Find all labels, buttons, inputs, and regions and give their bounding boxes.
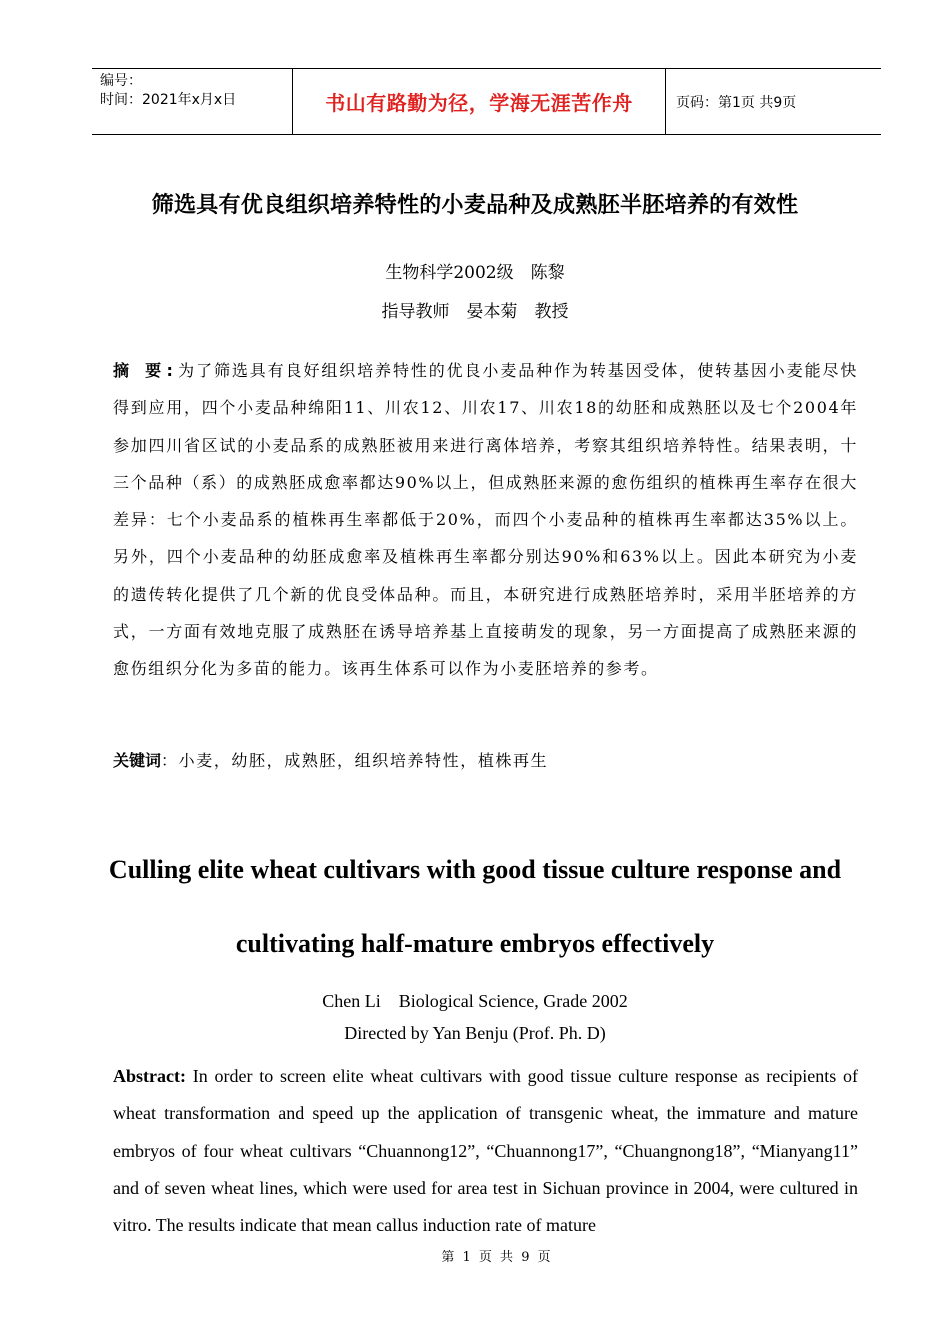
- en-title-line1: Culling elite wheat cultivars with good tissue culture response and: [108, 855, 842, 884]
- cn-advisor-line: 指导教师 晏本菊 教授: [381, 302, 569, 322]
- en-advisor-line: Directed by Yan Benju (Prof. Ph. D): [344, 1023, 606, 1043]
- en-abstract-label: Abstract:: [113, 1066, 186, 1086]
- cn-abstract: [113, 352, 858, 688]
- header-meta: [92, 69, 292, 134]
- cn-keywords: [113, 746, 858, 776]
- en-title-line2: cultivating half-mature embryos effectively: [235, 929, 715, 958]
- en-abstract-text: In order to screen elite wheat cultivars with good tissue culture response as recipients of wheat transformation and speed up the application of transgenic wheat, the immature and mature embryos of four wheat cultivars “Chuannong12”, “Chuannong17”, “Chuangnong18”, “Mianyang11” and of seven wheat lines, which were used for area test in Sichuan province in 2004, were cultured in vitro. The results indicate that mean callus induction rate of mature: [113, 1066, 858, 1236]
- en-abstract: [113, 1058, 858, 1244]
- cn-abstract-label: 摘 要:: [113, 361, 178, 380]
- serial-label: 编号：: [100, 73, 142, 89]
- time-label: 时间：2021年x月x日: [100, 92, 237, 108]
- header-table: [92, 68, 881, 135]
- cn-abstract-text: 为了筛选具有良好组织培养特性的优良小麦品种作为转基因受体，使转基因小麦能尽快得到应用，四个小麦品种绵阳11、川农12、川农17、川农18的幼胚和成熟胚以及七个2004年参加四川省区试的小麦品系的成熟胚被用来进行离体培养，考察其组织培养特性。结果表明，十三个品种（系）的成熟胚成愈率都达90%以上，但成熟胚来源的愈伤组织的植株再生率存在很大差异：七个小麦品系的植株再生率都低于20%，而四个小麦品种的植株再生率都达35%以上。另外，四个小麦品种的幼胚成愈率及植株再生率都分别达90%和63%以上。因此本研究为小麦的遗传转化提供了几个新的优良受体品种。而且，本研究进行成熟胚培养时，采用半胚培养的方式，一方面有效地克服了成熟胚在诱导培养基上直接萌发的现象，另一方面提高了成熟胚来源的愈伤组织分化为多苗的能力。该再生体系可以作为小麦胚培养的参考。: [113, 361, 858, 679]
- en-author-line: Chen Li Biological Science, Grade 2002: [322, 991, 628, 1011]
- header-motto: 书山有路勤为径，学海无涯苦作舟: [292, 69, 666, 134]
- page-footer: 第 1 页 共 9 页: [441, 1250, 553, 1265]
- cn-keywords-text: ：小麦，幼胚，成熟胚，组织培养特性，植株再生: [161, 751, 549, 770]
- header-page-info: 页码：第1页 共9页: [676, 94, 797, 111]
- cn-title: 筛选具有优良组织培养特性的小麦品种及成熟胚半胚培养的有效性: [151, 193, 799, 218]
- cn-keywords-label: 关键词: [113, 751, 162, 770]
- cn-author-line: 生物科学2002级 陈黎: [385, 263, 565, 283]
